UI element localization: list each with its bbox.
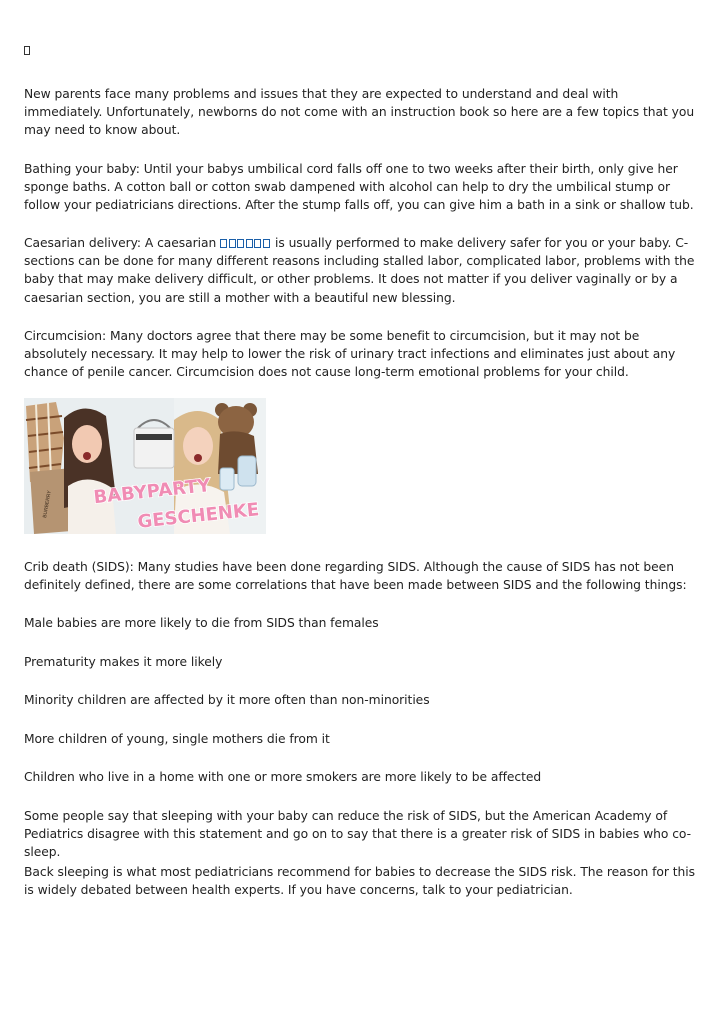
paragraph-crib-death: Crib death (SIDS): Many studies have been done regarding SIDS. Although the cause of SIDS has not been definitely defined, there are some correlations that have been made between SIDS and the following things: [24,560,687,593]
paragraph-minority: Minority children are affected by it more often than non-minorities [24,693,430,707]
paragraph-male-babies: Male babies are more likely to die from SIDS than females [24,616,379,630]
babyparty-photo [24,398,266,534]
svg-text:BURBERRY: BURBERRY [42,490,53,519]
svg-text:GESCHENKE: GESCHENKE [136,499,261,533]
missing-glyph-icon [237,239,244,248]
svg-text:BABYPARTY: BABYPARTY [92,475,212,509]
paragraph-co-sleeping: Some people say that sleeping with your baby can reduce the risk of SIDS, but the American Academy of Pediatrics disagree with this statement and go on to say that there is a greater risk of SIDS in babies who co-sleep. [24,809,691,860]
paragraph-back-sleeping: Back sleeping is what most pediatricians recommend for babies to decrease the SIDS risk. The reason for this is widely debated between health experts. If you have concerns, talk to your pediatrician. [24,865,695,898]
missing-glyph-icon [220,239,227,248]
paragraph-circumcision: Circumcision: Many doctors agree that there may be some benefit to circumcision, but it may not be absolutely necessary. It may help to lower the risk of urinary tract infections and eliminates just about any chance of penile cancer. Circumcision does not cause long-term emotional problems for your child. [24,329,676,380]
caesarian-text-end: is usually performed to make delivery safer for you or your baby. C-sections can be done for many different reasons including stalled labor, complicated labor, problems with the baby that may make delivery difficult, or other problems. It does not matter if you deliver vaginally or by a caesarian section, you are still a mother with a beautiful new blessing. [24,236,695,305]
paragraph-young-mothers: More children of young, single mothers die from it [24,732,330,746]
missing-glyph-icon [246,239,253,248]
missing-glyph-icon [24,46,30,55]
paragraph-smokers: Children who live in a home with one or more smokers are more likely to be affected [24,770,542,784]
caesarian-link[interactable] [220,236,271,250]
paragraph-intro: New parents face many problems and issues that they are expected to understand and deal with immediately. Unfortunately, newborns do not come with an instruction book so here are a few topics that you may need to know about. [24,87,695,138]
caesarian-text-start: Caesarian delivery: A caesarian [24,236,221,250]
missing-glyph-icon [254,239,261,248]
paragraph-prematurity: Prematurity makes it more likely [24,655,223,669]
paragraph-bathing: Bathing your baby: Until your babys umbilical cord falls off one to two weeks after their birth, only give her sponge baths. A cotton ball or cotton swab dampened with alcohol can help to dry the umbilical stump or follow your pediatricians directions. After the stump falls off, you can give him a bath in a sink or shallow tub. [24,162,694,213]
paragraph-caesarian [24,234,700,307]
missing-glyph-icon [229,239,236,248]
missing-glyph-icon [263,239,270,248]
